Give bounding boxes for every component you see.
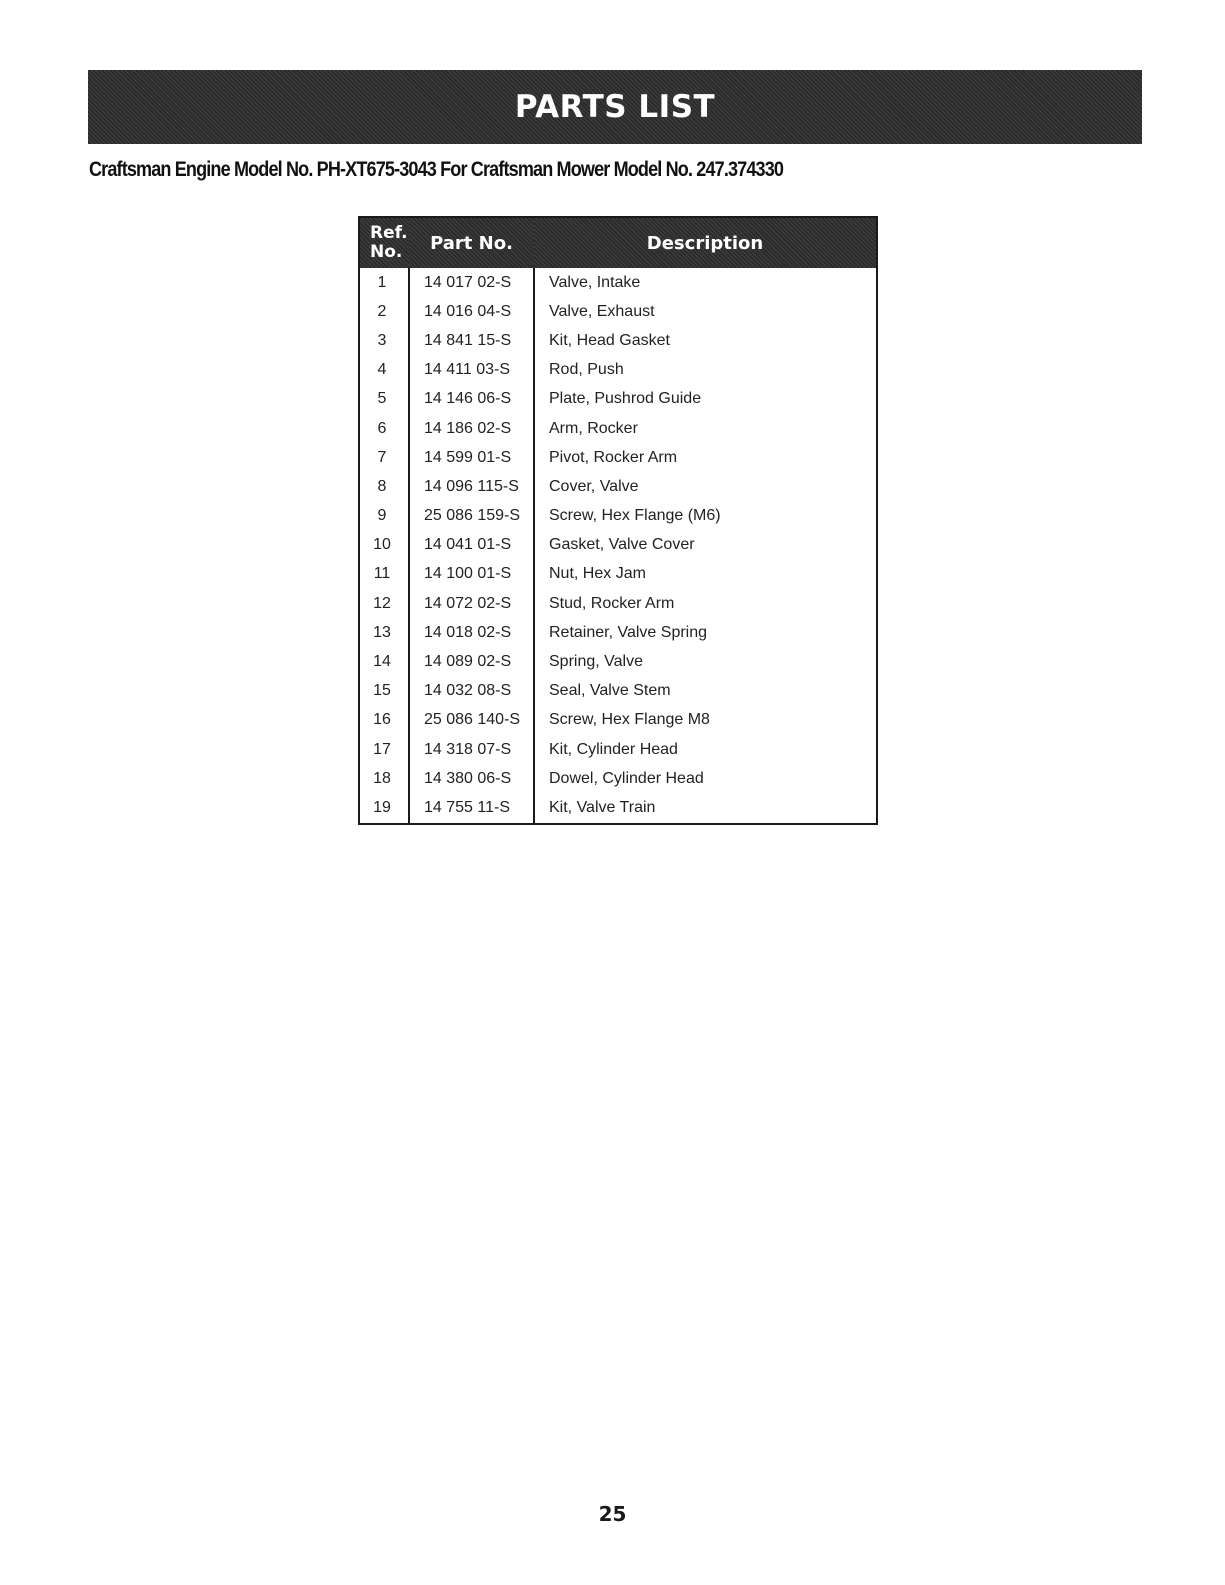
ref-no-cell: 14 [373, 653, 391, 671]
description-cell: Gasket, Valve Cover [534, 531, 877, 560]
part-no-cell: 25 086 159-S [409, 502, 534, 531]
description-cell: Rod, Push [534, 356, 877, 385]
ref-no-cell: 3 [377, 331, 387, 349]
part-no-cell: 14 041 01-S [409, 531, 534, 560]
part-no-cell: 14 146 06-S [409, 385, 534, 414]
description-cell: Kit, Head Gasket [534, 326, 877, 355]
description-cell: Screw, Hex Flange (M6) [534, 502, 877, 531]
table-row [359, 618, 877, 647]
description-cell: Nut, Hex Jam [534, 560, 877, 589]
part-no-cell: 14 411 03-S [409, 356, 534, 385]
parts-table [358, 216, 878, 825]
ref-no-cell: 16 [373, 711, 391, 729]
description-cell: Valve, Intake [534, 268, 877, 297]
table-row [359, 793, 877, 823]
part-no-cell: 25 086 140-S [409, 706, 534, 735]
table-row [359, 764, 877, 793]
ref-no-cell: 15 [373, 682, 391, 700]
table-row [359, 735, 877, 764]
header-ref-line1: Ref. [370, 223, 408, 243]
ref-no-cell: 19 [373, 798, 391, 816]
part-no-cell: 14 017 02-S [409, 268, 534, 297]
part-no-cell: 14 599 01-S [409, 443, 534, 472]
table-row [359, 268, 877, 297]
description-cell: Pivot, Rocker Arm [534, 443, 877, 472]
table-row [359, 385, 877, 414]
part-no-cell: 14 841 15-S [409, 326, 534, 355]
ref-no-cell: 4 [377, 361, 387, 379]
ref-no-cell: 2 [377, 302, 387, 320]
ref-no-cell: 13 [373, 623, 391, 641]
description-cell: Cover, Valve [534, 472, 877, 501]
ref-no-cell: 10 [373, 536, 391, 554]
table-row [359, 297, 877, 326]
part-no-cell: 14 380 06-S [409, 764, 534, 793]
description-cell: Spring, Valve [534, 647, 877, 676]
model-subtitle: Craftsman Engine Model No. PH-XT675-3043 For Craftsman Mower Model No. 247.374330 [89, 158, 784, 181]
description-cell: Plate, Pushrod Guide [534, 385, 877, 414]
part-no-cell: 14 100 01-S [409, 560, 534, 589]
description-cell: Stud, Rocker Arm [534, 589, 877, 618]
table-row [359, 502, 877, 531]
header-description: Description [534, 217, 877, 268]
part-no-cell: 14 018 02-S [409, 618, 534, 647]
table-row [359, 326, 877, 355]
description-cell: Arm, Rocker [534, 414, 877, 443]
parts-list-banner [88, 70, 1142, 144]
table-row [359, 414, 877, 443]
table-header-row [359, 217, 877, 268]
part-no-cell: 14 318 07-S [409, 735, 534, 764]
description-cell: Seal, Valve Stem [534, 677, 877, 706]
part-no-cell: 14 016 04-S [409, 297, 534, 326]
ref-no-cell: 9 [377, 507, 387, 525]
description-cell: Kit, Valve Train [534, 793, 877, 823]
description-cell: Screw, Hex Flange M8 [534, 706, 877, 735]
part-no-cell: 14 032 08-S [409, 677, 534, 706]
part-no-cell: 14 089 02-S [409, 647, 534, 676]
ref-no-cell: 18 [373, 769, 391, 787]
table-row [359, 531, 877, 560]
ref-no-cell: 17 [373, 740, 391, 758]
ref-no-cell: 12 [373, 594, 391, 612]
table-row [359, 589, 877, 618]
description-cell: Retainer, Valve Spring [534, 618, 877, 647]
table-row [359, 472, 877, 501]
description-cell: Valve, Exhaust [534, 297, 877, 326]
table-row [359, 706, 877, 735]
header-ref-no [359, 217, 409, 268]
ref-no-cell: 7 [377, 448, 387, 466]
part-no-cell: 14 072 02-S [409, 589, 534, 618]
description-cell: Dowel, Cylinder Head [534, 764, 877, 793]
header-part-no: Part No. [409, 217, 534, 268]
ref-no-cell: 8 [377, 477, 387, 495]
part-no-cell: 14 755 11-S [409, 793, 534, 823]
table-row [359, 560, 877, 589]
ref-no-cell: 1 [377, 273, 387, 291]
ref-no-cell: 6 [377, 419, 387, 437]
header-ref-line2: No. [370, 242, 403, 262]
page-title: PARTS LIST [514, 89, 716, 125]
table-row [359, 647, 877, 676]
part-no-cell: 14 186 02-S [409, 414, 534, 443]
table-row [359, 356, 877, 385]
part-no-cell: 14 096 115-S [409, 472, 534, 501]
table-row [359, 677, 877, 706]
ref-no-cell: 11 [373, 565, 391, 583]
table-row [359, 443, 877, 472]
ref-no-cell: 5 [377, 390, 387, 408]
page-number: 25 [598, 1502, 627, 1526]
description-cell: Kit, Cylinder Head [534, 735, 877, 764]
